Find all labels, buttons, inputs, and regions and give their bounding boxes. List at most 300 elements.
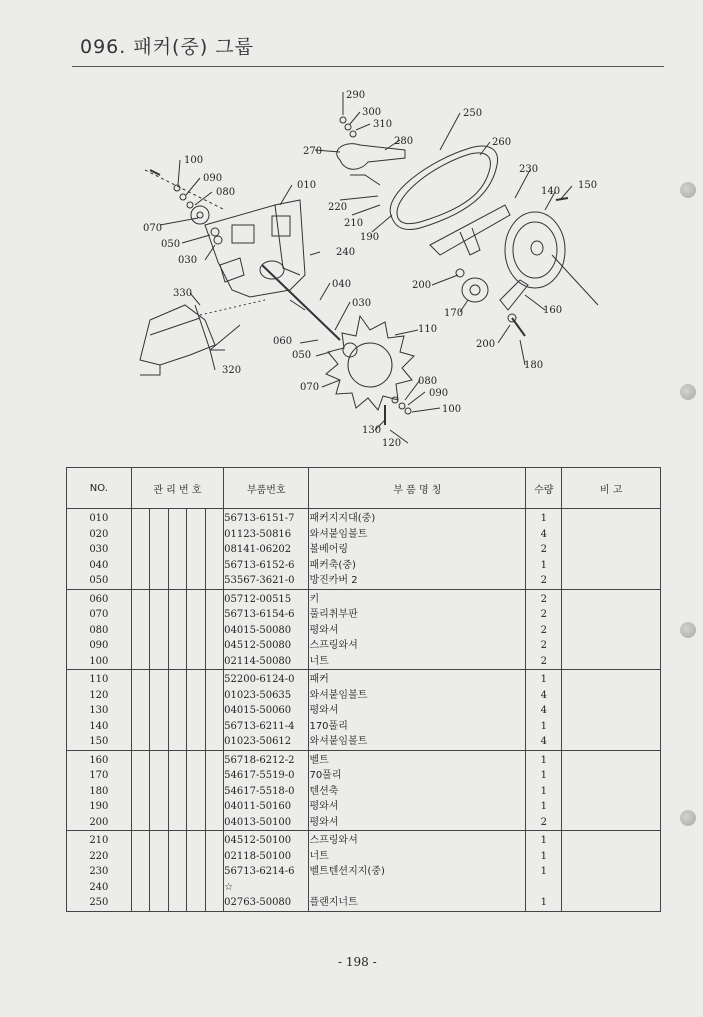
callout-label: 010: [297, 180, 317, 191]
callout-label: 030: [352, 298, 372, 309]
part-name-cell: 벨트: [309, 750, 526, 768]
part-name-cell: 플랜지너트: [309, 895, 526, 911]
table-row: [67, 573, 661, 589]
mgmt-cell: [168, 831, 186, 849]
mgmt-cell: [205, 734, 223, 750]
part-no-cell: 150: [67, 734, 132, 750]
callout-label: 240: [336, 247, 356, 258]
part-number-cell: 04013-50100: [224, 815, 309, 831]
note-cell: [562, 509, 661, 527]
table-row: [67, 815, 661, 831]
part-no-cell: 130: [67, 703, 132, 719]
mgmt-cell: [150, 654, 168, 670]
mgmt-cell: [187, 589, 205, 607]
mgmt-cell: [187, 654, 205, 670]
part-name-cell: 벨트텐션지지(중): [309, 864, 526, 880]
qty-cell: 2: [526, 542, 562, 558]
mgmt-cell: [168, 623, 186, 639]
table-row: [67, 589, 661, 607]
part-no-cell: 220: [67, 849, 132, 865]
part-name-cell: 70풀리: [309, 768, 526, 784]
part-number-cell: 02118-50100: [224, 849, 309, 865]
mgmt-cell: [205, 750, 223, 768]
page-number: - 198 -: [338, 955, 377, 969]
mgmt-cell: [168, 542, 186, 558]
callout-label: 070: [143, 223, 163, 234]
part-number-cell: ☆: [224, 880, 309, 896]
mgmt-cell: [187, 864, 205, 880]
part-name-cell: 스프링와셔: [309, 638, 526, 654]
part-no-cell: 080: [67, 623, 132, 639]
part-no-cell: 120: [67, 688, 132, 704]
col-header-qty: 수량: [526, 468, 562, 509]
mgmt-cell: [131, 623, 149, 639]
qty-cell: 2: [526, 638, 562, 654]
mgmt-cell: [150, 688, 168, 704]
part-number-cell: 04015-50080: [224, 623, 309, 639]
mgmt-cell: [150, 703, 168, 719]
part-number-cell: 53567-3621-0: [224, 573, 309, 589]
mgmt-cell: [205, 638, 223, 654]
part-name-cell: 와셔붙임볼트: [309, 527, 526, 543]
table-row: [67, 654, 661, 670]
mgmt-cell: [187, 573, 205, 589]
note-cell: [562, 542, 661, 558]
mgmt-cell: [131, 670, 149, 688]
note-cell: [562, 589, 661, 607]
part-name-cell: 와셔붙임볼트: [309, 734, 526, 750]
mgmt-cell: [187, 750, 205, 768]
mgmt-cell: [187, 638, 205, 654]
callout-label: 110: [418, 324, 438, 335]
part-no-cell: 060: [67, 589, 132, 607]
part-name-cell: 패커축(중): [309, 558, 526, 574]
part-number-cell: 54617-5519-0: [224, 768, 309, 784]
mgmt-cell: [150, 750, 168, 768]
mgmt-cell: [150, 849, 168, 865]
mgmt-cell: [187, 542, 205, 558]
qty-cell: 2: [526, 815, 562, 831]
mgmt-cell: [205, 864, 223, 880]
mgmt-cell: [168, 638, 186, 654]
mgmt-cell: [187, 607, 205, 623]
mgmt-cell: [205, 623, 223, 639]
mgmt-cell: [168, 589, 186, 607]
note-cell: [562, 880, 661, 896]
shaft-shape: [262, 265, 340, 340]
part-number-cell: 01023-50635: [224, 688, 309, 704]
callout-label: 100: [184, 155, 204, 166]
mgmt-cell: [187, 784, 205, 800]
table-header-row: [67, 468, 661, 509]
mgmt-cell: [205, 542, 223, 558]
callout-label: 260: [492, 137, 512, 148]
table-row: [67, 734, 661, 750]
mgmt-cell: [168, 573, 186, 589]
qty-cell: 1: [526, 670, 562, 688]
note-cell: [562, 784, 661, 800]
callout-label: 080: [216, 187, 236, 198]
part-no-cell: 170: [67, 768, 132, 784]
part-no-cell: 020: [67, 527, 132, 543]
mgmt-cell: [150, 527, 168, 543]
mgmt-cell: [131, 542, 149, 558]
callout-label: 200: [412, 280, 432, 291]
qty-cell: 4: [526, 527, 562, 543]
qty-cell: 4: [526, 734, 562, 750]
part-number-cell: 04011-50160: [224, 799, 309, 815]
col-header-name: 부 품 명 칭: [309, 468, 526, 509]
qty-cell: 2: [526, 589, 562, 607]
part-no-cell: 140: [67, 719, 132, 735]
qty-cell: 2: [526, 654, 562, 670]
table-row: [67, 864, 661, 880]
mgmt-cell: [150, 784, 168, 800]
part-name-cell: 패커: [309, 670, 526, 688]
mgmt-cell: [205, 880, 223, 896]
mgmt-cell: [205, 719, 223, 735]
callout-label: 210: [344, 218, 364, 229]
mgmt-cell: [168, 750, 186, 768]
part-name-cell: 패커지지대(중): [309, 509, 526, 527]
table-row: [67, 527, 661, 543]
qty-cell: 1: [526, 831, 562, 849]
note-cell: [562, 815, 661, 831]
parts-table-body: [67, 509, 661, 912]
page-title: 096. 패커(중) 그룹: [80, 36, 254, 58]
note-cell: [562, 831, 661, 849]
table-row: [67, 895, 661, 911]
part-name-cell: 스프링와셔: [309, 831, 526, 849]
table-row: [67, 703, 661, 719]
qty-cell: 2: [526, 607, 562, 623]
part-no-cell: 050: [67, 573, 132, 589]
callout-label: 080: [418, 376, 438, 387]
note-cell: [562, 864, 661, 880]
part-no-cell: 070: [67, 607, 132, 623]
mgmt-cell: [205, 799, 223, 815]
binder-hole: [680, 622, 696, 638]
table-row: [67, 607, 661, 623]
part-no-cell: 230: [67, 864, 132, 880]
mgmt-cell: [187, 849, 205, 865]
mgmt-cell: [131, 527, 149, 543]
mgmt-cell: [150, 589, 168, 607]
part-name-cell: 평와셔: [309, 799, 526, 815]
part-no-cell: 090: [67, 638, 132, 654]
callout-label: 030: [178, 255, 198, 266]
callout-label: 320: [222, 365, 242, 376]
mgmt-cell: [205, 703, 223, 719]
part-no-cell: 190: [67, 799, 132, 815]
callout-label: 300: [362, 107, 382, 118]
part-no-cell: 040: [67, 558, 132, 574]
mgmt-cell: [168, 703, 186, 719]
table-row: [67, 768, 661, 784]
table-row: [67, 558, 661, 574]
mgmt-cell: [150, 864, 168, 880]
qty-cell: 1: [526, 719, 562, 735]
mgmt-cell: [131, 799, 149, 815]
part-name-cell: 너트: [309, 654, 526, 670]
mgmt-cell: [131, 849, 149, 865]
mgmt-cell: [205, 558, 223, 574]
mgmt-cell: [205, 831, 223, 849]
mgmt-cell: [168, 688, 186, 704]
callout-label: 230: [519, 164, 539, 175]
mgmt-cell: [205, 815, 223, 831]
mgmt-cell: [205, 768, 223, 784]
part-number-cell: 04512-50100: [224, 831, 309, 849]
mgmt-cell: [131, 864, 149, 880]
table-row: [67, 880, 661, 896]
note-cell: [562, 654, 661, 670]
mgmt-cell: [168, 895, 186, 911]
mgmt-cell: [131, 589, 149, 607]
mgmt-cell: [150, 768, 168, 784]
mgmt-cell: [131, 768, 149, 784]
qty-cell: 1: [526, 895, 562, 911]
part-no-cell: 010: [67, 509, 132, 527]
part-number-cell: 01023-50612: [224, 734, 309, 750]
note-cell: [562, 688, 661, 704]
mgmt-cell: [150, 799, 168, 815]
mgmt-cell: [205, 688, 223, 704]
belt-tension-support-shape: [430, 205, 510, 255]
callout-label: 330: [173, 288, 193, 299]
table-row: [67, 799, 661, 815]
note-cell: [562, 849, 661, 865]
callout-label: 290: [346, 90, 366, 101]
col-header-mgmt: 관 리 번 호: [131, 468, 223, 509]
mgmt-cell: [168, 607, 186, 623]
callout-label: 180: [524, 360, 544, 371]
note-cell: [562, 607, 661, 623]
mgmt-cell: [168, 880, 186, 896]
part-number-cell: 56718-6212-2: [224, 750, 309, 768]
mgmt-cell: [131, 573, 149, 589]
qty-cell: 1: [526, 849, 562, 865]
mgmt-cell: [131, 831, 149, 849]
pulley-70-shape: [462, 278, 488, 302]
mgmt-cell: [205, 573, 223, 589]
mgmt-cell: [150, 831, 168, 849]
mgmt-cell: [131, 607, 149, 623]
mgmt-cell: [168, 509, 186, 527]
mgmt-cell: [150, 542, 168, 558]
mgmt-cell: [187, 719, 205, 735]
part-number-cell: 04015-50060: [224, 703, 309, 719]
callout-label: 120: [382, 438, 402, 449]
mgmt-cell: [131, 703, 149, 719]
qty-cell: 2: [526, 623, 562, 639]
callout-label: 060: [273, 336, 293, 347]
exploded-parts-diagram: [0, 0, 703, 460]
part-name-cell: 너트: [309, 849, 526, 865]
mgmt-cell: [131, 719, 149, 735]
mgmt-cell: [131, 880, 149, 896]
mgmt-cell: [150, 880, 168, 896]
mgmt-cell: [131, 784, 149, 800]
qty-cell: 1: [526, 799, 562, 815]
part-name-cell: 방진카버 2: [309, 573, 526, 589]
note-cell: [562, 623, 661, 639]
part-number-cell: 04512-50080: [224, 638, 309, 654]
callout-label: 050: [292, 350, 312, 361]
part-no-cell: 180: [67, 784, 132, 800]
mgmt-cell: [168, 849, 186, 865]
note-cell: [562, 670, 661, 688]
note-cell: [562, 719, 661, 735]
mgmt-cell: [150, 509, 168, 527]
mgmt-cell: [205, 784, 223, 800]
part-name-cell: 평와셔: [309, 703, 526, 719]
mgmt-cell: [205, 527, 223, 543]
mgmt-cell: [187, 799, 205, 815]
mgmt-cell: [205, 607, 223, 623]
mgmt-cell: [168, 768, 186, 784]
table-row: [67, 638, 661, 654]
mgmt-cell: [205, 670, 223, 688]
mgmt-cell: [150, 573, 168, 589]
part-no-cell: 240: [67, 880, 132, 896]
mgmt-cell: [131, 558, 149, 574]
qty-cell: 4: [526, 703, 562, 719]
mgmt-cell: [150, 558, 168, 574]
table-row: [67, 670, 661, 688]
part-number-cell: 54617-5518-0: [224, 784, 309, 800]
mgmt-cell: [150, 623, 168, 639]
part-name-cell: 키: [309, 589, 526, 607]
callout-label: 140: [541, 186, 561, 197]
note-cell: [562, 703, 661, 719]
mgmt-cell: [168, 527, 186, 543]
part-name-cell: 평와셔: [309, 815, 526, 831]
part-no-cell: 100: [67, 654, 132, 670]
mgmt-cell: [187, 558, 205, 574]
callout-label: 170: [444, 308, 464, 319]
callout-label: 050: [161, 239, 181, 250]
callout-label: 310: [373, 119, 393, 130]
note-cell: [562, 750, 661, 768]
mgmt-cell: [187, 703, 205, 719]
table-row: [67, 509, 661, 527]
table-row: [67, 719, 661, 735]
callout-label: 280: [394, 136, 414, 147]
table-row: [67, 542, 661, 558]
part-no-cell: 030: [67, 542, 132, 558]
table-row: [67, 831, 661, 849]
qty-cell: 4: [526, 688, 562, 704]
mgmt-cell: [168, 670, 186, 688]
qty-cell: 1: [526, 558, 562, 574]
part-no-cell: 110: [67, 670, 132, 688]
mgmt-cell: [205, 895, 223, 911]
part-no-cell: 250: [67, 895, 132, 911]
note-cell: [562, 527, 661, 543]
star-packer-shape: [326, 316, 414, 410]
qty-cell: 1: [526, 750, 562, 768]
mgmt-cell: [205, 654, 223, 670]
mgmt-cell: [187, 815, 205, 831]
part-number-cell: 56713-6151-7: [224, 509, 309, 527]
callout-label: 190: [360, 232, 380, 243]
callout-label: 270: [303, 146, 323, 157]
note-cell: [562, 558, 661, 574]
table-row: [67, 688, 661, 704]
callout-label: 100: [442, 404, 462, 415]
mgmt-cell: [187, 895, 205, 911]
table-row: [67, 623, 661, 639]
table-row: [67, 750, 661, 768]
binder-hole: [680, 810, 696, 826]
mgmt-cell: [168, 864, 186, 880]
part-name-cell: 풀리취부판: [309, 607, 526, 623]
part-number-cell: 56713-6152-6: [224, 558, 309, 574]
mgmt-cell: [168, 734, 186, 750]
col-header-no: NO.: [67, 468, 132, 509]
mgmt-cell: [131, 638, 149, 654]
mgmt-cell: [150, 734, 168, 750]
pulley-170-shape: [505, 212, 565, 288]
mgmt-cell: [205, 509, 223, 527]
qty-cell: 1: [526, 784, 562, 800]
note-cell: [562, 895, 661, 911]
mgmt-cell: [150, 607, 168, 623]
note-cell: [562, 638, 661, 654]
callout-label: 040: [332, 279, 352, 290]
part-name-cell: 와셔붙임볼트: [309, 688, 526, 704]
mgmt-cell: [187, 527, 205, 543]
part-number-cell: 02114-50080: [224, 654, 309, 670]
part-name-cell: 텐션축: [309, 784, 526, 800]
mgmt-cell: [131, 815, 149, 831]
frame-bracket-shape: [205, 200, 305, 297]
part-name-cell: 170풀리: [309, 719, 526, 735]
table-row: [67, 849, 661, 865]
note-cell: [562, 573, 661, 589]
qty-cell: 2: [526, 573, 562, 589]
mgmt-cell: [168, 719, 186, 735]
part-number-cell: 56713-6211-4: [224, 719, 309, 735]
qty-cell: 1: [526, 509, 562, 527]
callout-label: 090: [203, 173, 223, 184]
part-number-cell: 56713-6154-6: [224, 607, 309, 623]
part-number-cell: 08141-06202: [224, 542, 309, 558]
part-number-cell: 52200-6124-0: [224, 670, 309, 688]
part-number-cell: 01123-50816: [224, 527, 309, 543]
part-number-cell: 05712-00515: [224, 589, 309, 607]
mgmt-cell: [168, 815, 186, 831]
part-name-cell: [309, 880, 526, 896]
qty-cell: 1: [526, 768, 562, 784]
part-name-cell: 볼베어링: [309, 542, 526, 558]
qty-cell: 1: [526, 864, 562, 880]
part-no-cell: 200: [67, 815, 132, 831]
mgmt-cell: [150, 815, 168, 831]
mgmt-cell: [131, 750, 149, 768]
callout-label: 070: [300, 382, 320, 393]
mgmt-cell: [187, 670, 205, 688]
mgmt-cell: [187, 734, 205, 750]
parts-table: [66, 467, 661, 912]
mgmt-cell: [168, 784, 186, 800]
note-cell: [562, 734, 661, 750]
mgmt-cell: [205, 589, 223, 607]
mgmt-cell: [187, 623, 205, 639]
callout-label: 130: [362, 425, 382, 436]
callout-label: 250: [463, 108, 483, 119]
